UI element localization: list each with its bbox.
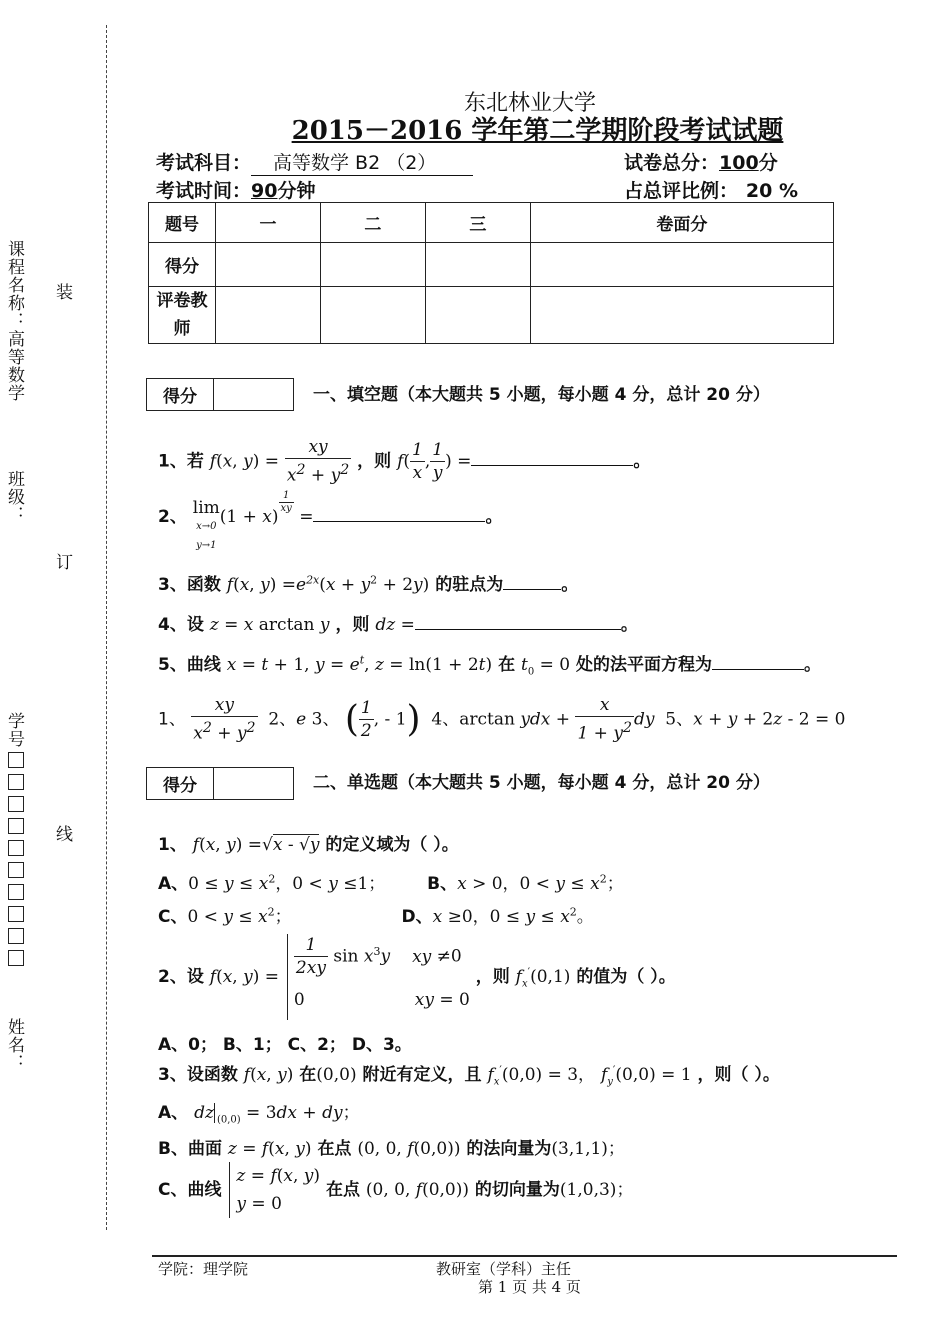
q-prefix: 4、设 (158, 615, 204, 635)
section2-heading: 二、单选题（本大题共 5 小题，每小题 4 分，总计 20 分） (313, 773, 770, 793)
q-prefix: 2、 (158, 507, 187, 528)
column-1: 一 (216, 203, 321, 243)
option-label: A、 (158, 1103, 189, 1123)
q-prefix: 1、若 (158, 451, 204, 472)
score-cell[interactable] (216, 243, 321, 287)
id-box[interactable] (8, 774, 24, 790)
q-period: 。 (804, 655, 821, 675)
id-box[interactable] (8, 796, 24, 812)
s1-question-1: 1、若 f(x, y) = $\frac{xy}{x^2 + y^2}$ ，则 f( $\frac{1}{x}$ , $\frac{1}{y}$ ) = 。 (158, 437, 651, 486)
option-label: B、 (427, 874, 458, 894)
binding-cut-line (106, 25, 107, 1230)
time-label: 考试时间： (156, 180, 252, 202)
student-id-label: 学号 (4, 712, 24, 748)
option-label: C、曲线 (158, 1180, 222, 1200)
id-box[interactable] (8, 752, 24, 768)
grader-cell[interactable] (216, 287, 321, 344)
section2-score-box (146, 767, 294, 800)
score-cell[interactable] (320, 243, 425, 287)
option-label: D、 (401, 907, 433, 927)
student-id-boxes (8, 752, 24, 966)
grader-cell[interactable] (320, 287, 425, 344)
id-box[interactable] (8, 862, 24, 878)
answer-blank[interactable] (503, 573, 561, 590)
score-cell[interactable] (530, 243, 833, 287)
s2-q3-option-b: B、曲面 z = f(x, y) 在点 (0, 0, f(0,0)) 的法向量为(3,1,1)； (158, 1139, 625, 1159)
grader-cell[interactable] (425, 287, 530, 344)
option-label: A、 (158, 874, 189, 894)
total-score-unit: 分 (758, 152, 778, 174)
table-header-label: 题号 (149, 203, 216, 243)
id-box[interactable] (8, 950, 24, 966)
score-table (148, 202, 834, 344)
exam-title: 2015－2016 学年第二学期阶段考试试题 (291, 116, 784, 146)
binding-word-xian: 线 (56, 825, 73, 845)
id-box[interactable] (8, 840, 24, 856)
binding-word-ding: 订 (56, 553, 73, 573)
q-prefix: 1、 (158, 835, 187, 855)
answer-blank[interactable] (471, 449, 633, 466)
ratio-label: 占总评比例： (624, 180, 739, 202)
section2-score-label: 得分 (147, 768, 214, 799)
section1-heading: 一、填空题（本大题共 5 小题，每小题 4 分，总计 20 分） (313, 385, 770, 405)
total-score-label: 试卷总分： (624, 152, 720, 174)
ratio-row (624, 176, 798, 203)
q-mid: ，则 (335, 615, 370, 635)
q-mid: 附近有定义，且 (362, 1065, 482, 1085)
s2-q2-options: A、0； B、1； C、2； D、3。 (158, 1035, 412, 1055)
name-label: 姓名： (4, 1018, 24, 1072)
section1-score-label: 得分 (147, 379, 214, 410)
column-3: 三 (425, 203, 530, 243)
footer-rule (152, 1255, 897, 1257)
s1-question-5: 5、曲线 x = t + 1, $y = e^t$, z = ln(1 + 2t) 在 $t_0 = 0$ 处的法平面方程为 。 (158, 653, 821, 678)
subject-label: 考试科目： (156, 152, 252, 174)
ratio-value: 20 % (738, 180, 798, 203)
q-suffix: 处的法平面方程为 (576, 655, 712, 675)
q-prefix: 3、函数 (158, 575, 221, 595)
answer-blank[interactable] (415, 613, 621, 630)
q-period: 。 (485, 507, 503, 528)
footer-school: 学院：理学院 (158, 1260, 249, 1278)
s1-answer-key: 1、 $\frac{xy}{x^2 + y^2}$ 2、e 3、 ( $\frac{1}{2}$ , - 1) 4、arctan ydx + $\frac{x}{1 + y^2}$ dy 5、x + y + 2z - 2 = 0 (158, 695, 846, 744)
section2-score-input[interactable] (214, 768, 293, 799)
binding-word-zhuang: 装 (56, 283, 73, 303)
id-box[interactable] (8, 928, 24, 944)
id-box[interactable] (8, 884, 24, 900)
s2-q1-options-cd: C、$0 < y \le x^2$； D、x ≥0，$0 \le y \le x^2$。 (158, 905, 594, 927)
s1-question-3: 3、函数 f(x, $y) =e^{2x}(x + y^2 + 2y)$ 的驻点为 。 (158, 573, 579, 595)
time-unit: 分钟 (277, 180, 316, 202)
q-period: 。 (633, 451, 651, 472)
s2-question-2: 2、设 f(x, y) = $\frac{1}{2xy}$ $\sin x^3y$ xy ≠0 0 xy = 0 ，则 $f_x'(0,1)$ 的值为（ ）。 (158, 934, 676, 1020)
q-mid: ，则 (475, 967, 510, 987)
id-box[interactable] (8, 906, 24, 922)
q-prefix: 5、曲线 (158, 655, 221, 675)
q-suffix: 的值为（ ）。 (576, 967, 676, 987)
total-score-value: 100 (719, 152, 759, 174)
grader-row-label: 评卷教师 (149, 287, 216, 344)
total-score-row (624, 148, 778, 175)
id-box[interactable] (8, 818, 24, 834)
score-cell[interactable] (425, 243, 530, 287)
q-suffix: ，则（ ）。 (697, 1065, 780, 1085)
option-label: C、 (158, 907, 188, 927)
answer-blank[interactable] (712, 653, 804, 670)
option-label: B、曲面 (158, 1139, 222, 1159)
column-2: 二 (320, 203, 425, 243)
answers-prefix: 1、 (158, 709, 186, 730)
section1-score-box (146, 378, 294, 411)
course-name-label: 课程名称：高等数学 (4, 240, 24, 402)
q-prefix: 2、设 (158, 967, 204, 987)
footer-dept: 教研室（学科）主任 (436, 1260, 572, 1278)
column-total: 卷面分 (530, 203, 833, 243)
answer-blank[interactable] (313, 505, 485, 522)
score-row-label: 得分 (149, 243, 216, 287)
q-mid: ，则 (357, 451, 392, 472)
s2-question-1: 1、 f(x, y) =√x - √y 的定义域为（ ）。 (158, 835, 459, 855)
s2-q3-option-a: A、 dz $_{(0,0)}$ = 3dx + dy； (158, 1103, 360, 1126)
s2-question-3: 3、设函数 f(x, y) 在(0,0) 附近有定义，且 $f_x'(0,0) = 3$， $f_y'(0,0) = 1$ ，则（ ）。 (158, 1063, 780, 1088)
s1-question-4: 4、设 z = x arctan y ，则 dz = 。 (158, 615, 638, 635)
subject-value: 高等数学 B2 （2） (251, 148, 473, 176)
q-mid: 在点 (325, 1180, 360, 1200)
q-period: 。 (620, 615, 638, 635)
university-name: 东北林业大学 (463, 91, 596, 116)
q-period: 。 (561, 575, 579, 595)
time-value: 90 (251, 180, 278, 202)
section1-score-input[interactable] (214, 379, 293, 410)
q-suffix: 的驻点为 (435, 575, 504, 595)
class-label: 班级： (4, 470, 24, 524)
s1-question-2: 2、 lim x→0 y→1(1 + x) $^{\frac{1}{xy}}$ = 。 (158, 490, 503, 551)
s2-q1-options-ab: A、$0 \le y \le x^2$，0 < y ≤1； B、x > 0，$0 < y \le x^2$； (158, 872, 624, 894)
time-row (156, 176, 315, 203)
s2-q3-option-c: C、曲线 z = f(x, y) y = 0 在点 (0, 0, f(0,0)) 的切向量为(1,0,3)； (158, 1162, 633, 1218)
q-prefix: 3、设函数 (158, 1065, 238, 1085)
grader-cell[interactable] (530, 287, 833, 344)
q-suffix: 的切向量为 (474, 1180, 560, 1200)
q-suffix: 的法向量为 (466, 1139, 552, 1159)
q-mid: 在 (498, 655, 516, 675)
q-mid: 在点 (317, 1139, 352, 1159)
subject-row (156, 148, 473, 176)
q-mid: 在 (299, 1065, 317, 1085)
footer-page: 第 1 页 共 4 页 (478, 1278, 581, 1296)
q-suffix: 的定义域为（ ）。 (325, 835, 459, 855)
